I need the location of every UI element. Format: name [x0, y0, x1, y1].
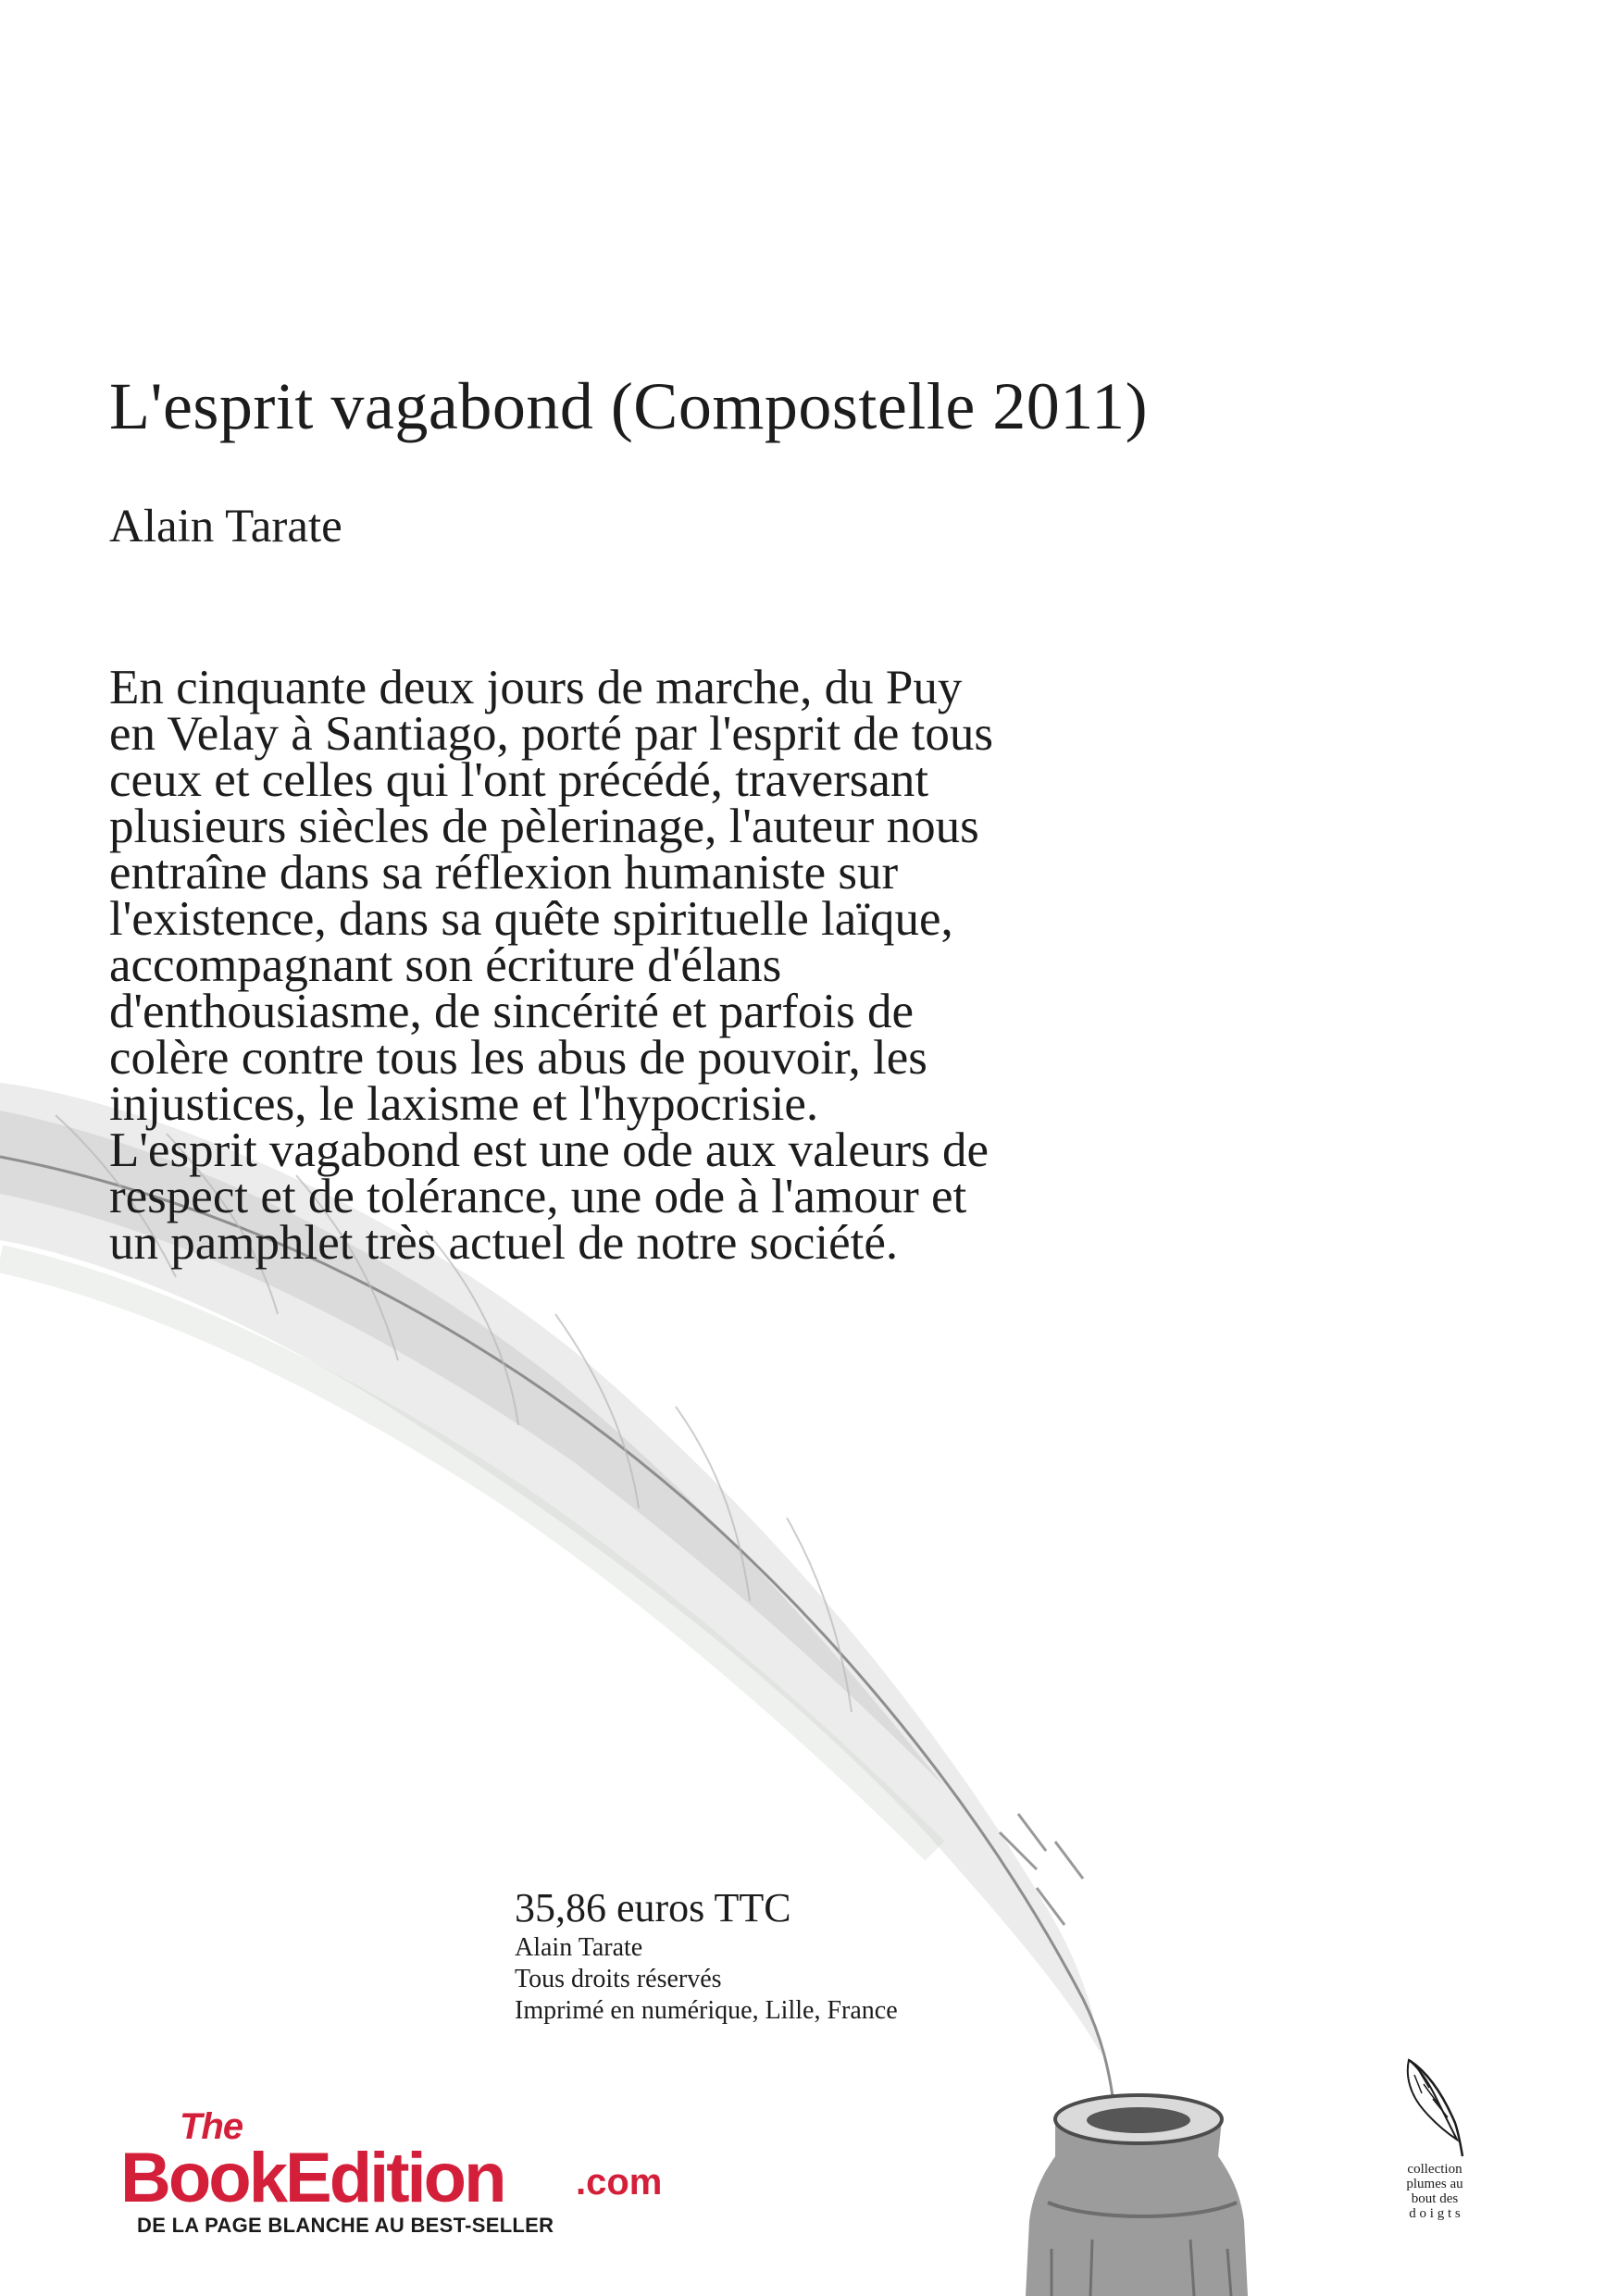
synopsis-line: l'existence, dans sa quête spirituelle laïque, [109, 892, 953, 946]
synopsis-line: injustices, le laxisme et l'hypocrisie. [109, 1077, 819, 1131]
book-author: Alain Tarate [109, 501, 342, 552]
rights-holder: Alain Tarate [515, 1933, 643, 1962]
logo-bookedition: BookEdition [120, 2139, 504, 2217]
book-title: L'esprit vagabond (Compostelle 2011) [109, 369, 1149, 443]
collection-mark [1388, 2056, 1481, 2232]
price: 35,86 euros TTC [515, 1885, 791, 1930]
collection-line: collection [1407, 2162, 1462, 2177]
synopsis-line: L'esprit vagabond est une ode aux valeurs de [109, 1123, 989, 1177]
collection-label [1388, 2162, 1481, 2221]
synopsis-line: en Velay à Santiago, porté par l'esprit de tous [109, 707, 993, 761]
synopsis-line: un pamphlet très actuel de notre société. [109, 1216, 899, 1270]
price-and-rights [515, 1884, 898, 2027]
synopsis-line: respect et de tolérance, une ode à l'amour et [109, 1170, 967, 1223]
collection-line: d o i g t s [1409, 2206, 1461, 2221]
synopsis [109, 661, 1220, 1270]
logo-the: The [180, 2106, 243, 2147]
synopsis-line: ceux et celles qui l'ont précédé, traversant [109, 753, 929, 807]
synopsis-line: d'enthousiasme, de sincérité et parfois de [109, 985, 915, 1038]
synopsis-line: plusieurs siècles de pèlerinage, l'auteur nous [109, 800, 979, 853]
feather-icon [1401, 2056, 1468, 2158]
rights-notice: Tous droits réservés [515, 1965, 722, 1993]
synopsis-line: accompagnant son écriture d'élans [109, 938, 782, 992]
collection-line: plumes au [1406, 2177, 1463, 2191]
publisher-logo [120, 2106, 666, 2236]
collection-line: bout des [1411, 2191, 1459, 2206]
printing-info: Imprimé en numérique, Lille, France [515, 1996, 898, 2025]
synopsis-line: entraîne dans sa réflexion humaniste sur [109, 846, 899, 900]
logo-tagline: DE LA PAGE BLANCHE AU BEST-SELLER [137, 2214, 554, 2237]
synopsis-line: En cinquante deux jours de marche, du Puy [109, 661, 963, 714]
synopsis-line: colère contre tous les abus de pouvoir, les [109, 1031, 927, 1085]
inkwell [1026, 2095, 1248, 2296]
logo-domain: .com [576, 2162, 663, 2203]
